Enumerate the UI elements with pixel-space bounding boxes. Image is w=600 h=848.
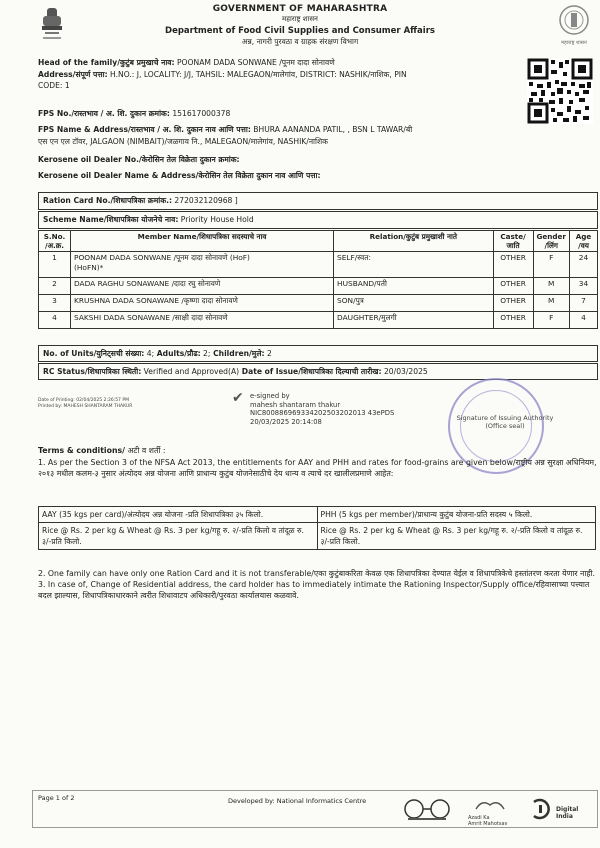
scheme-value: Priority House Hold <box>178 215 254 224</box>
state-emblem-icon <box>38 6 66 46</box>
print-date: Date of Printing: 02/04/2025 2:26:57 PM <box>38 398 129 403</box>
col-sno-label-mr: /अ.क्र. <box>44 241 65 250</box>
address-value: H.NO.: J, LOCALITY: J/J, TAHSIL: MALEGAON/मालेगांव, DISTRICT: NASHIK/नाशिक, PIN <box>107 70 407 79</box>
col-name: Member Name/शिधापत्रिका सदस्याचे नाव <box>70 231 333 252</box>
issue-date-value: 20/03/2025 <box>381 367 428 376</box>
fps-name-label: FPS Name & Address/रास्तभाव / अ. शि. दुकान नाव आणि पत्ता: <box>38 125 251 134</box>
row-relation: SELF/स्वत: <box>334 252 494 278</box>
table-row <box>39 523 596 550</box>
row-age: 4 <box>569 312 597 329</box>
seal-emblem-icon <box>558 4 590 36</box>
col-gender-label-mr: /लिंग <box>544 241 558 250</box>
government-title-mr: महाराष्ट्र शासन <box>282 15 318 23</box>
kerosene-dealer-name: Kerosene oil Dealer Name & Address/केरोसिन तेल विक्रेता दुकान नाव आणि पत्ता: <box>38 171 321 180</box>
row-name: SAKSHI DADA SONAWANE /साक्षी दादा सोनावणे <box>70 312 333 329</box>
fps-no-value: 151617000378 <box>169 109 231 118</box>
fps-number <box>38 109 230 119</box>
row-caste: OTHER <box>493 278 533 295</box>
row-name: KRUSHNA DADA SONAWANE /कृष्णा दादा सोनावणे <box>70 295 333 312</box>
row-relation: SON/पुत्र <box>334 295 494 312</box>
government-title: GOVERNMENT OF MAHARASHTRA <box>212 4 388 14</box>
row-caste: OTHER <box>493 295 533 312</box>
col-age-label: Age <box>575 232 592 241</box>
logo2-line1: Azadi Ka <box>468 815 490 821</box>
ration-card-number <box>38 192 598 210</box>
row-gender: F <box>533 312 569 329</box>
col-gender-label: Gender <box>536 232 566 241</box>
terms-p3: 3. In case of, Change of Residential address, the card holder has to immediately intimate the Rationing Inspector/Supply office/रहिवासाच्या पत्त्यात बदल झाल्यास, शिधापत्रिकाधारकाने त्वरीत शिधावाटप अधिकारी/पुरवठा कार्यालयास कळवावे. <box>38 580 590 600</box>
fps-name-value: BHURA AANANDA PATIL, , BSN L TAWAR/बी <box>250 125 413 134</box>
terms-title: Terms & conditions/ <box>38 446 125 455</box>
esign-block <box>250 392 394 426</box>
head-value: POONAM DADA SONWANE /पूनम दादा सोनावणे <box>174 58 335 67</box>
fps-name-address <box>38 125 598 135</box>
children-value: 2 <box>264 349 272 358</box>
entitlements-table <box>38 506 596 550</box>
qr-code[interactable] <box>527 58 593 124</box>
terms-p1: 1. As per the Section 3 of the NFSA Act 2013, the entitlements for AAY and PHH and rates for food-grains are given below/राष्ट्रीय अन्न सुरक्षा अधिनियम, २०१३ मधील कलम-३ नुसार अंत्योदय अन्न योजना आणि प्राधान्य कुटुंब योजनेसाठीचे देय धान्य व त्याचे दर खालीलप्रमाणे आहेत: <box>38 458 597 478</box>
adults-label: Adults/प्रौढ: <box>154 349 201 358</box>
head-of-family <box>38 58 526 68</box>
developed-by: Developed by: National Informatics Centre <box>228 797 367 805</box>
col-caste-label-mr: जाति <box>506 241 520 250</box>
col-relation: Relation/कुटुंब प्रमुखाशी नाते <box>334 231 494 252</box>
rc-status <box>38 363 598 380</box>
col-caste <box>493 231 533 252</box>
status-value: Verified and Approved(A) <box>141 367 240 376</box>
page-number: Page 1 of 2 <box>38 794 75 802</box>
col-sno <box>39 231 71 252</box>
esign-id: NIC800886969334202503202013 43ePDS <box>250 409 395 417</box>
amrit-mahotsav-icon <box>468 799 512 811</box>
aay-entitlement: AAY (35 kgs per card)/अंत्योदय अन्न योजना -प्रति शिधापत्रिका ३५ किलो. <box>39 507 318 523</box>
kerosene-dealer-no: Kerosene oil Dealer No./केरोसिन तेल विक्रेता दुकान क्रमांक: <box>38 155 240 164</box>
col-sno-label: S.No. <box>43 232 66 241</box>
head-label: Head of the family/कुटुंब प्रमुखाचे नाव: <box>38 58 175 67</box>
row-name-text: POONAM DADA SONWANE /पूनम दादा सोनावणे (HoF) <box>73 253 250 262</box>
phh-rate: Rice @ Rs. 2 per kg & Wheat @ Rs. 3 per kg/गहू रु. २/-प्रति किलो व तांदूळ रु. ३/-प्रति किलो. <box>317 523 596 550</box>
row-gender: M <box>533 295 569 312</box>
footer <box>32 790 598 828</box>
document-header <box>120 4 480 47</box>
address-line2: CODE: 1 <box>38 81 70 90</box>
address-label: Address/संपूर्ण पत्ता: <box>38 70 108 79</box>
row-caste: OTHER <box>493 252 533 278</box>
print-info <box>38 398 132 410</box>
digital-india-icon <box>530 798 552 820</box>
department-title-mr: अन्न, नागरी पुरवठा व ग्राहक संरक्षण विभाग <box>241 37 359 46</box>
row-name <box>70 252 333 278</box>
row-name-suffix: (HoFN)* <box>73 263 104 272</box>
terms-section-2 <box>38 568 598 601</box>
adults-value: 2; <box>200 349 211 358</box>
terms-title-mr: अटी व शर्ती : <box>125 446 166 455</box>
azadi-ka-amrit-mahotsav-logo <box>468 796 512 827</box>
row-gender: F <box>533 252 569 278</box>
units-value: 4; <box>144 349 155 358</box>
col-age <box>569 231 597 252</box>
table-row <box>39 507 596 523</box>
rc-label: Ration Card No./शिधापत्रिका क्रमांक.: <box>43 196 172 205</box>
col-gender <box>533 231 569 252</box>
row-relation: HUSBAND/पती <box>334 278 494 295</box>
table-row <box>39 252 598 278</box>
table-row <box>39 278 598 295</box>
row-sno: 2 <box>39 278 71 295</box>
col-age-label-mr: /वय <box>578 241 589 250</box>
department-title: Department of Food Civil Supplies and Consumer Affairs <box>165 26 435 36</box>
table-row <box>39 312 598 329</box>
address <box>38 70 526 80</box>
digital-india-logo <box>530 796 596 822</box>
children-label: Children/मुले: <box>210 349 265 358</box>
esign-timestamp: 20/03/2025 20:14:08 <box>250 417 322 426</box>
terms-section <box>38 445 598 480</box>
seal-line2: (Office seal) <box>485 422 525 430</box>
logo2-line2: Amrit Mahotsav <box>468 821 508 827</box>
members-table <box>38 230 598 329</box>
row-age: 34 <box>569 278 597 295</box>
row-relation: DAUGHTER/मुलगी <box>334 312 494 329</box>
row-gender: M <box>533 278 569 295</box>
table-row <box>39 295 598 312</box>
row-name: DADA RAGHU SONAWANE /दादा रघु सोनावणे <box>70 278 333 295</box>
col-caste-label: Caste/ <box>500 232 526 241</box>
maharashtra-seal <box>555 4 593 54</box>
printed-by: Printed by: MAHESH SHANTARAM THAKUR <box>38 404 133 409</box>
digital-india-label: Digital India <box>556 806 579 820</box>
row-age: 24 <box>569 252 597 278</box>
row-age: 7 <box>569 295 597 312</box>
units-label: No. of Units/युनिट्सची संख्या: <box>43 349 145 358</box>
row-sno: 3 <box>39 295 71 312</box>
swachh-bharat-logo-icon <box>398 796 456 822</box>
seal-line1: Signature of Issuing Authority <box>456 414 554 422</box>
table-header-row <box>39 231 598 252</box>
fps-address-line2: एस एन एल टॉवर, JALGAON (NIMBAIT)/जळगाव नि., MALEGAON/मालेगांव, NASHIK/नाशिक <box>38 137 328 146</box>
row-sno: 4 <box>39 312 71 329</box>
terms-p2: 2. One family can have only one Ration Card and it is not transferable/एका कुटुंबाकरिता केवळ एक शिधापत्रिका देण्यात येईल व शिधापत्रिकेचे हस्तांतरण करता येणार नाही. <box>38 569 596 578</box>
rc-value: 272032120968 ] <box>172 196 238 205</box>
scheme-name <box>38 211 598 229</box>
scheme-label: Scheme Name/शिधापत्रिका योजनेचे नाव: <box>43 215 179 224</box>
issue-date-label: Date of Issue/शिधापत्रिका दिल्याची तारीख: <box>239 367 382 376</box>
aay-rate: Rice @ Rs. 2 per kg & Wheat @ Rs. 3 per kg/गहू रु. २/-प्रति किलो व तांदूळ रु. ३/-प्रति किलो. <box>39 523 318 550</box>
checkmark-icon: ✔ <box>232 390 244 406</box>
units-summary <box>38 345 598 362</box>
esign-line1: e-signed by <box>250 392 290 400</box>
seal-signature-label <box>450 414 560 430</box>
phh-entitlement: PHH (5 kgs per member)/प्राधान्य कुटुंब योजना-प्रति सदस्य ५ किलो. <box>317 507 596 523</box>
esign-name: mahesh shantaram thakur <box>250 400 341 409</box>
row-sno: 1 <box>39 252 71 278</box>
status-label: RC Status/शिधापत्रिका स्थिती: <box>43 367 142 376</box>
fps-no-label: FPS No./रास्तभाव / अ. शि. दुकान क्रमांक: <box>38 109 170 118</box>
seal-top-label: महाराष्ट्र शासन <box>561 40 587 46</box>
row-caste: OTHER <box>493 312 533 329</box>
